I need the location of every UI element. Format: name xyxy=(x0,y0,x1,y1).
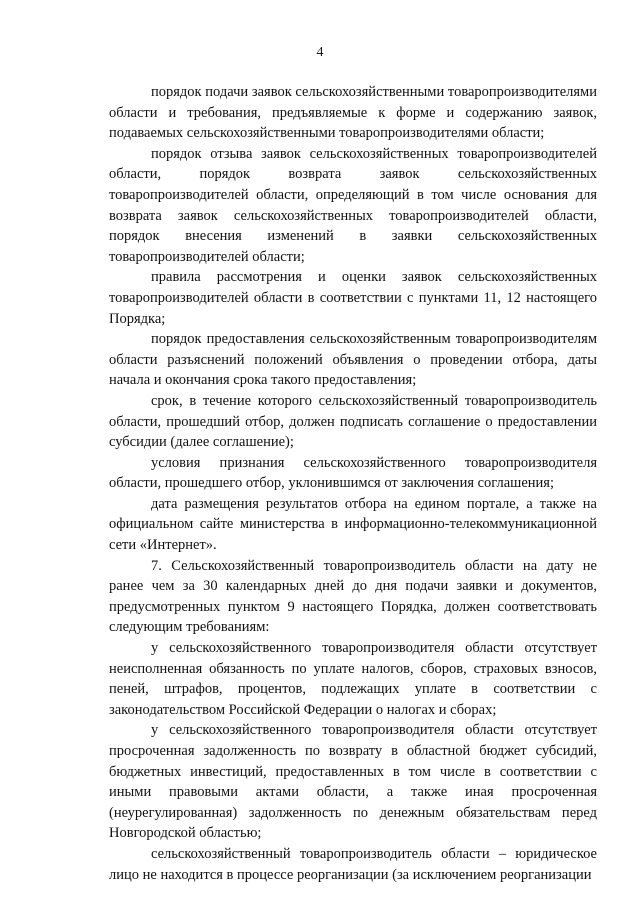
paragraph-submission-procedure: порядок подачи заявок сельскохозяйственными товаропроизводителями области и требования, предъявляемые к форме и содержанию заявок, подаваемых сельскохозяйственными товаропроизводителями области; xyxy=(109,84,597,142)
paragraph-results-publication: дата размещения результатов отбора на едином портале, а также на официальном сайте министерства в информационно-телекоммуникационной сети «Интернет». xyxy=(109,495,597,554)
paragraph-clarification-procedure: порядок предоставления сельскохозяйственным товаропроизводителям области разъяснений положений объявления о проведении отбора, даты начала и окончания срока такого предоставления; xyxy=(109,331,597,389)
paragraph-tax-obligations: у сельскохозяйственного товаропроизводителя области отсутствует неисполненная обязанность по уплате налогов, сборов, страховых взносов, пеней, штрафов, процентов, подлежащих уплате в соответствии с законодательством Российской Федерации о налогах и сборах; xyxy=(109,640,597,718)
paragraph-section-7: 7. Сельскохозяйственный товаропроизводитель области на дату не ранее чем за 30 календарных дней до дня подачи заявки и документов, предусмотренных пунктом 9 настоящего Порядка, должен соответствовать следующим требованиям: xyxy=(109,557,597,636)
paragraph-budget-debt: у сельскохозяйственного товаропроизводителя области отсутствует просроченная задолженность по возврату в областной бюджет субсидий, бюджетных инвестиций, предоставленных в том числе в соответствии с иными правовыми актами области, а также иная просроченная (неурегулированная) задолженность по денежным обязательствам перед Новгородской областью; xyxy=(109,722,597,842)
paragraph-evasion-conditions: условия признания сельскохозяйственного товаропроизводителя области, прошедшего отбор, уклонившимся от заключения соглашения; xyxy=(109,454,597,492)
paragraph-reorganization: сельскохозяйственный товаропроизводитель области – юридическое лицо не находится в процессе реорганизации (за исключением реорганизации xyxy=(109,845,597,883)
page-number: 4 xyxy=(316,45,324,60)
document-body xyxy=(109,82,597,885)
paragraph-signing-deadline: срок, в течение которого сельскохозяйственный товаропроизводитель области, прошедший отбор, должен подписать соглашение о предоставлении субсидии (далее соглашение); xyxy=(109,392,597,451)
paragraph-review-rules: правила рассмотрения и оценки заявок сельскохозяйственных товаропроизводителей области в соответствии с пунктами 11, 12 настоящего Порядка; xyxy=(109,269,597,327)
paragraph-withdrawal-procedure: порядок отзыва заявок сельскохозяйственных товаропроизводителей области, порядок возврата заявок сельскохозяйственных товаропроизводителей области, определяющий в том числе основания для возврата заявок сельскохозяйственных товаропроизводителей области, порядок внесения изменений в заявки сельскохозяйственных товаропроизводителей области; xyxy=(109,145,597,265)
